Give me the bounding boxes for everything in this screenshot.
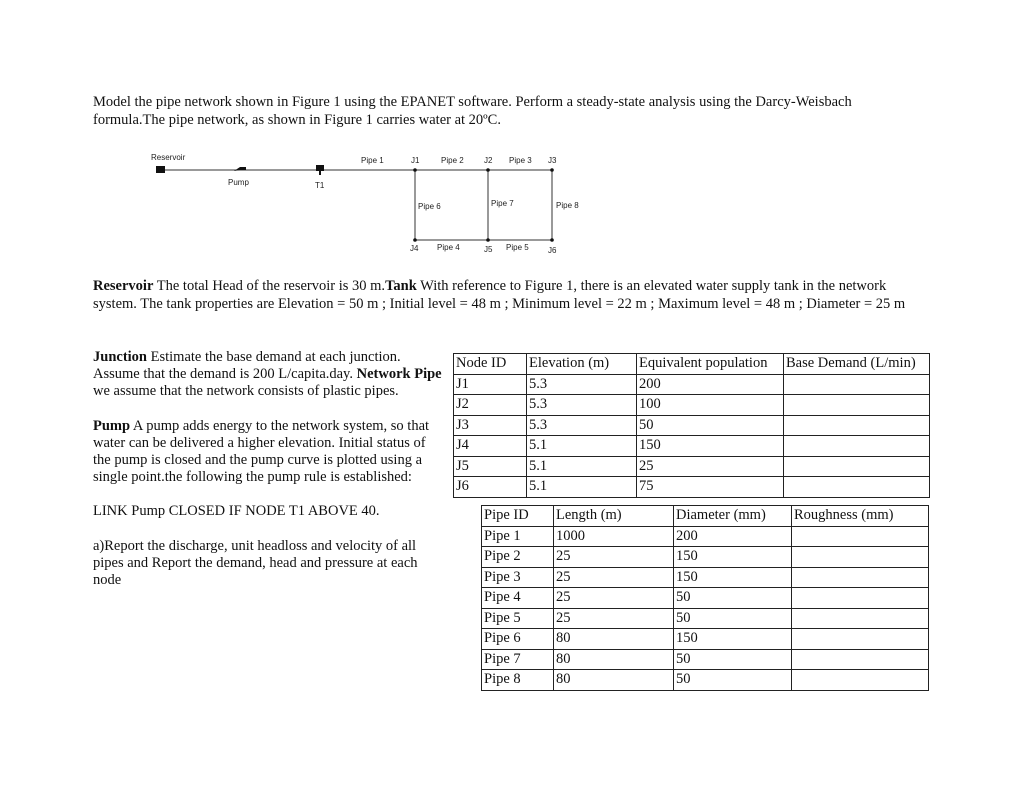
cell-population: 75 [637,477,784,498]
pump-paragraph [93,418,443,487]
label-t1: T1 [315,181,325,190]
cell-roughness[interactable] [792,670,929,691]
table-row [454,477,930,498]
cell-node-id: J6 [454,477,527,498]
label-j3: J3 [548,156,557,165]
label-pipe1: Pipe 1 [361,156,384,165]
table-row [482,670,929,691]
pump-heading: Pump [93,417,131,434]
node-table-header [454,354,930,375]
table-row [454,395,930,416]
junction-j5 [486,238,490,242]
table-row [482,588,929,609]
table-row [454,436,930,457]
header-diameter: Diameter (mm) [674,506,792,527]
header-node-id: Node ID [454,354,527,375]
cell-roughness[interactable] [792,547,929,568]
cell-population: 150 [637,436,784,457]
header-base-demand: Base Demand (L/min) [784,354,930,375]
tank-heading: Tank [385,278,417,294]
tank-symbol [316,165,324,171]
junction-paragraph [93,349,443,401]
table-row [454,456,930,477]
junction-j4 [413,238,417,242]
label-pipe7: Pipe 7 [491,199,514,208]
cell-base-demand[interactable] [784,436,930,457]
cell-population: 200 [637,374,784,395]
pump-text: A pump adds energy to the network system, so that water can be delivered a higher elevation. Initial status of the pump is closed and the pump curve is plotted using a single point.the following the pump rule is established: [93,417,430,486]
cell-pipe-id: Pipe 3 [482,567,554,588]
cell-diameter: 200 [674,526,792,547]
cell-length: 25 [554,588,674,609]
cell-base-demand[interactable] [784,456,930,477]
reservoir-text: The total Head of the reservoir is 30 m. [153,278,386,294]
reservoir-tank-paragraph [93,277,923,313]
reservoir-symbol [156,166,165,173]
node-table [453,353,930,498]
label-pump: Pump [228,178,249,187]
reservoir-heading: Reservoir [93,278,154,294]
network-pipe-text: we assume that the network consists of plastic pipes. [93,383,399,400]
cell-population: 100 [637,395,784,416]
cell-node-id: J5 [454,456,527,477]
header-roughness: Roughness (mm) [792,506,929,527]
network-figure [140,148,600,260]
cell-pipe-id: Pipe 6 [482,629,554,650]
label-pipe3: Pipe 3 [509,156,532,165]
cell-length: 1000 [554,526,674,547]
table-row [482,649,929,670]
cell-base-demand[interactable] [784,374,930,395]
cell-roughness[interactable] [792,649,929,670]
header-length: Length (m) [554,506,674,527]
table-row [482,526,929,547]
label-j2: J2 [484,156,493,165]
table-row [454,415,930,436]
table-row [454,374,930,395]
cell-node-id: J4 [454,436,527,457]
cell-pipe-id: Pipe 2 [482,547,554,568]
cell-diameter: 150 [674,629,792,650]
pipe-table-header [482,506,929,527]
label-j6: J6 [548,246,557,255]
label-pipe6: Pipe 6 [418,202,441,211]
cell-pipe-id: Pipe 4 [482,588,554,609]
cell-pipe-id: Pipe 7 [482,649,554,670]
cell-elevation: 5.1 [527,477,637,498]
cell-base-demand[interactable] [784,395,930,416]
cell-node-id: J1 [454,374,527,395]
tank-stand [319,171,321,175]
question-a: a)Report the discharge, unit headloss and velocity of all pipes and Report the demand, head and pressure at each node [93,537,418,589]
cell-length: 80 [554,629,674,650]
label-j5: J5 [484,245,493,254]
junction-text: Estimate the base demand at each junction. Assume that the demand is 200 L/capita.day. [93,349,401,383]
cell-roughness[interactable] [792,567,929,588]
header-pipe-id: Pipe ID [482,506,554,527]
label-j4: J4 [410,244,419,253]
cell-pipe-id: Pipe 8 [482,670,554,691]
header-population: Equivalent population [637,354,784,375]
cell-elevation: 5.3 [527,374,637,395]
junction-j3 [550,168,554,172]
left-column [93,349,443,589]
table-row [482,567,929,588]
cell-diameter: 150 [674,567,792,588]
cell-base-demand[interactable] [784,415,930,436]
intro-paragraph [93,93,923,129]
junction-heading: Junction [93,349,147,365]
table-row [482,547,929,568]
cell-elevation: 5.1 [527,456,637,477]
label-j1: J1 [411,156,420,165]
cell-node-id: J3 [454,415,527,436]
header-elevation: Elevation (m) [527,354,637,375]
junction-j2 [486,168,490,172]
cell-pipe-id: Pipe 5 [482,608,554,629]
junction-j1 [413,168,417,172]
pipe-table [481,505,929,691]
cell-roughness[interactable] [792,608,929,629]
pump-rule: LINK Pump CLOSED IF NODE T1 ABOVE 40. [93,503,380,520]
label-pipe2: Pipe 2 [441,156,464,165]
cell-elevation: 5.3 [527,395,637,416]
table-row [482,629,929,650]
cell-diameter: 50 [674,608,792,629]
label-reservoir: Reservoir [151,153,186,162]
cell-length: 25 [554,567,674,588]
cell-node-id: J2 [454,395,527,416]
cell-diameter: 50 [674,670,792,691]
cell-diameter: 150 [674,547,792,568]
tank-text: With reference to Figure 1, there is an elevated water supply tank in the network system. The tank properties are Elevation = 50 m ; Initial level = 48 m ; Minimum level = 22 m ; Maximum level = 48 m ; Diameter = 25 m [93,278,906,312]
cell-roughness[interactable] [792,629,929,650]
cell-length: 25 [554,547,674,568]
junction-j6 [550,238,554,242]
cell-base-demand[interactable] [784,477,930,498]
cell-population: 50 [637,415,784,436]
cell-diameter: 50 [674,649,792,670]
intro-text: Model the pipe network shown in Figure 1 using the EPANET software. Perform a steady-state analysis using the Darcy-Weisbach formula.The pipe network, as shown in Figure 1 carries water at 20ºC. [93,94,852,128]
label-pipe8: Pipe 8 [556,201,579,210]
label-pipe4: Pipe 4 [437,243,460,252]
cell-length: 80 [554,649,674,670]
network-pipe-heading: Network Pipe [356,366,442,383]
label-pipe5: Pipe 5 [506,243,529,252]
cell-roughness[interactable] [792,588,929,609]
cell-diameter: 50 [674,588,792,609]
cell-elevation: 5.3 [527,415,637,436]
cell-pipe-id: Pipe 1 [482,526,554,547]
cell-roughness[interactable] [792,526,929,547]
cell-elevation: 5.1 [527,436,637,457]
cell-population: 25 [637,456,784,477]
cell-length: 80 [554,670,674,691]
cell-length: 25 [554,608,674,629]
table-row [482,608,929,629]
